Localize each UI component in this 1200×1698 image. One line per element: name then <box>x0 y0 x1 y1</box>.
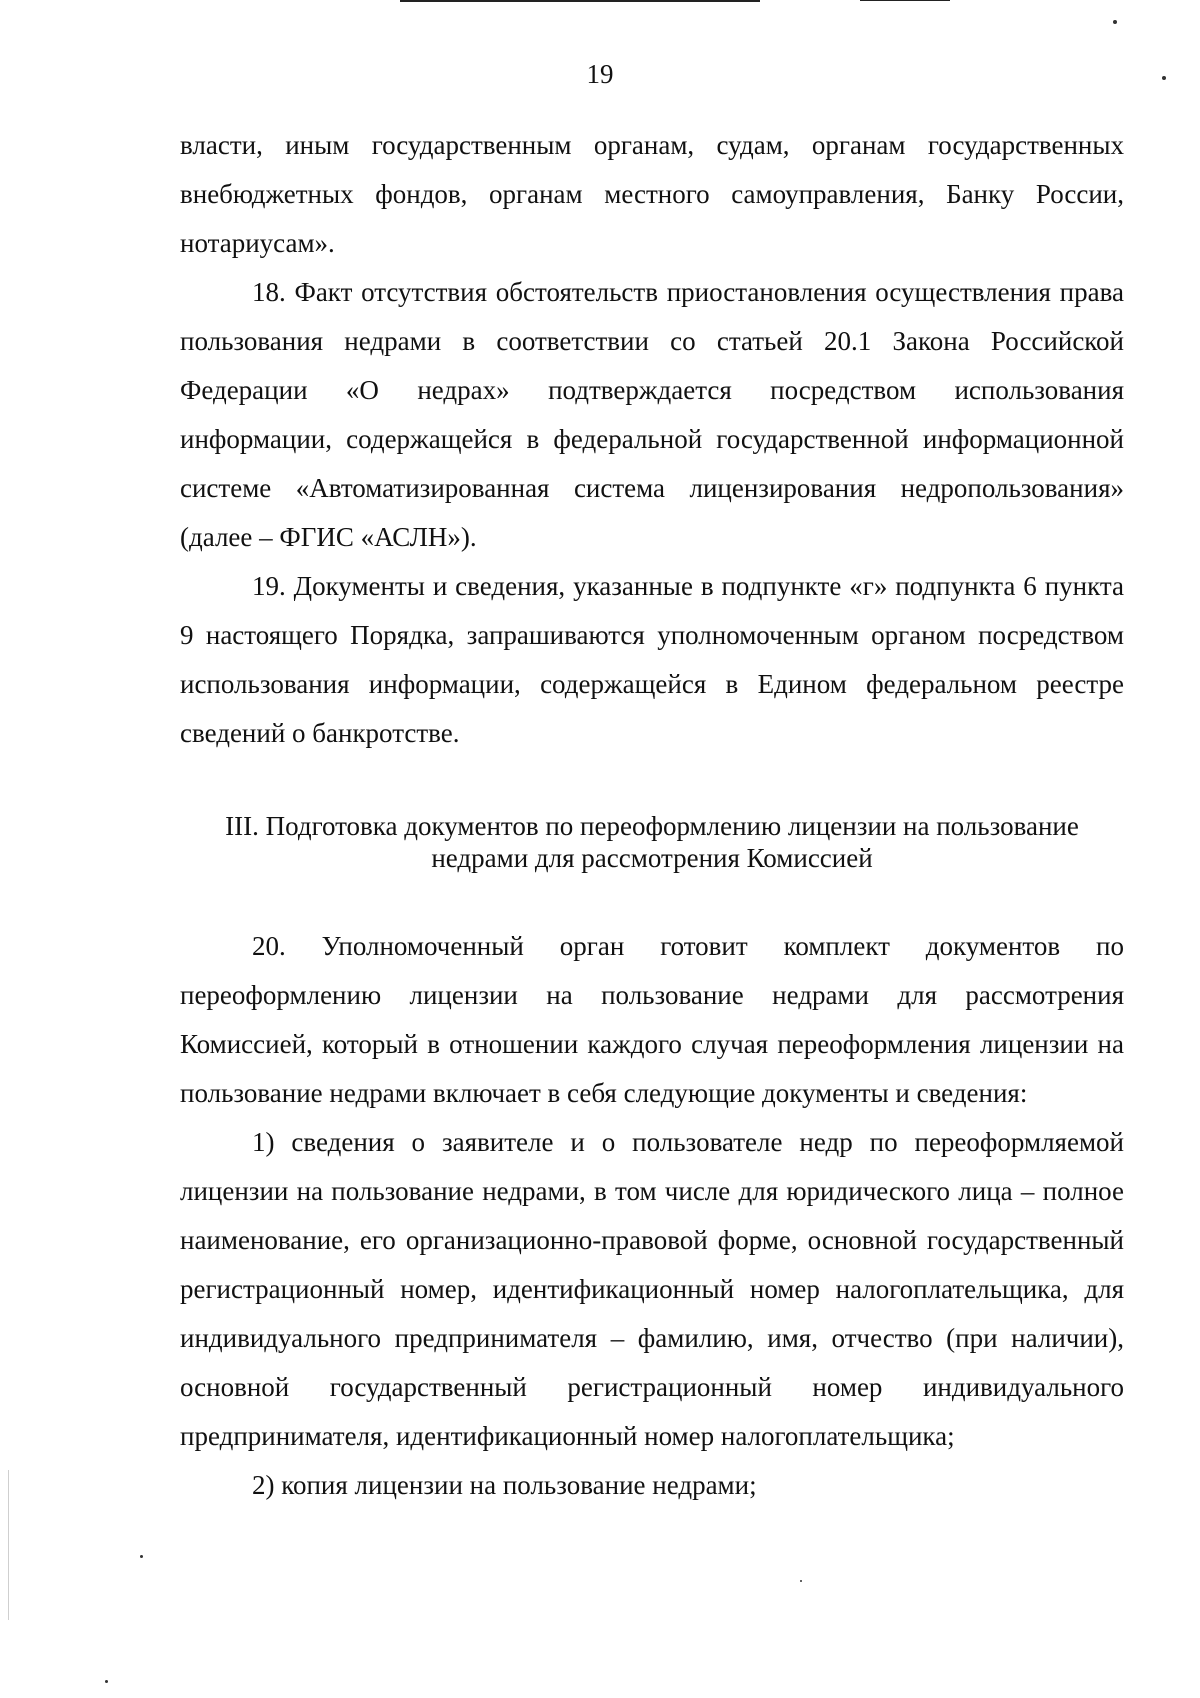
paragraph-continuation: власти, иным государственным органам, судам, органам государственных внебюджетных фондов, органам местного самоуправления, Банку России, нотариусам». <box>180 130 1124 258</box>
list-item-1: 1) сведения о заявителе и о пользователе недр по переоформляемой лицензии на пользование недрами, в том числе для юридического лица – полное наименование, его организационно-правовой форме, основной государственный регистрационный номер, идентификационный номер налогоплательщика, для индивидуального предпринимателя – фамилию, имя, отчество (при наличии), основной государственный регистрационный номер индивидуального предпринимателя, идентификационный номер налогоплательщика; <box>180 1127 1124 1451</box>
list-item-2: 2) копия лицензии на пользование недрами; <box>252 1470 757 1500</box>
scan-edge-line <box>8 1470 9 1620</box>
scan-top-rule <box>400 0 760 2</box>
section-heading-line-1: III. Подготовка документов по переоформлению лицензии на пользование <box>225 811 1079 841</box>
scan-speck <box>800 1580 802 1582</box>
paragraph-18: 18. Факт отсутствия обстоятельств приостановления осуществления права пользования недрами в соответствии со статьей 20.1 Закона Российской Федерации «О недрах» подтверждается посредством использования информации, содержащейся в федеральной государственной информационной системе «Автоматизированная система лицензирования недропользования» (далее – ФГИС «АСЛН»). <box>180 277 1124 552</box>
scan-speck <box>105 1680 108 1683</box>
section-heading-line-2: недрами для рассмотрения Комиссией <box>431 843 873 873</box>
scan-speck <box>140 1555 143 1558</box>
scan-speck <box>1162 76 1166 80</box>
scan-top-rule <box>860 0 950 1</box>
section-heading <box>180 810 1124 874</box>
paragraph-19: 19. Документы и сведения, указанные в подпункте «г» подпункта 6 пункта 9 настоящего Порядка, запрашиваются уполномоченным органом посредством использования информации, содержащейся в Едином федеральном реестре сведений о банкротстве. <box>180 571 1124 748</box>
scan-speck <box>1113 20 1117 24</box>
page-number: 19 <box>586 59 614 89</box>
paragraph-20: 20. Уполномоченный орган готовит комплект документов по переоформлению лицензии на пользование недрами для рассмотрения Комиссией, который в отношении каждого случая переоформления лицензии на пользование недрами включает в себя следующие документы и сведения: <box>180 931 1124 1108</box>
document-body <box>180 121 1124 1510</box>
